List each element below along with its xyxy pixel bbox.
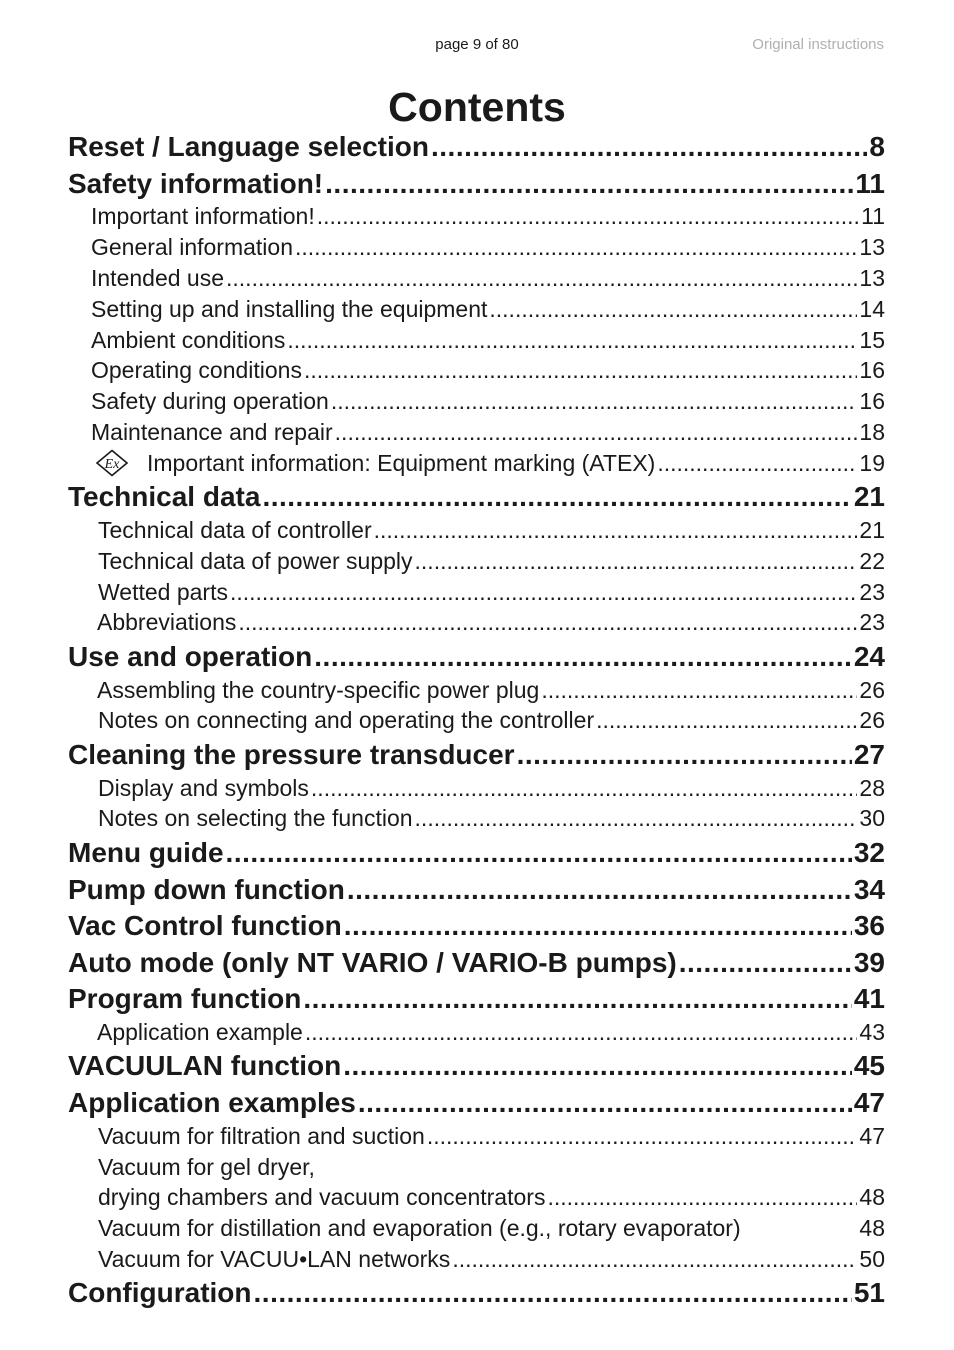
toc-entry-title: drying chambers and vacuum concentrators: [98, 1184, 546, 1210]
toc-entry-auto-mode[interactable]: [68, 945, 885, 981]
toc-entry-page: 45: [853, 1050, 885, 1081]
toc-entry-title: Vacuum for gel dryer,: [98, 1154, 315, 1180]
toc-leader: [343, 1048, 852, 1084]
toc-entry-page: 14: [859, 296, 885, 322]
toc-entry-menu-guide[interactable]: [68, 835, 885, 871]
toc-entry-page: 26: [859, 707, 885, 733]
toc-leader: [344, 908, 852, 944]
toc-leader: [314, 639, 852, 675]
toc-entry-application-example[interactable]: [97, 1017, 885, 1047]
toc-entry-title: Application examples: [68, 1087, 356, 1118]
toc-entry-title: Configuration: [68, 1277, 252, 1308]
toc-entry-technical-data[interactable]: [68, 479, 885, 515]
toc-entry-program-function[interactable]: [68, 981, 885, 1017]
toc-entry-page: 8: [869, 131, 885, 162]
toc-leader: [431, 129, 867, 165]
toc-entry-page: 18: [859, 419, 885, 445]
toc-leader: [415, 803, 858, 833]
toc-entry-vac-control-function[interactable]: [68, 908, 885, 944]
toc-entry-cleaning-pressure-transducer[interactable]: [68, 737, 885, 773]
toc-leader: [358, 1085, 852, 1121]
toc-leader: [262, 479, 851, 515]
toc-entry-title: Reset / Language selection: [68, 131, 429, 162]
toc-entry-title: Abbreviations: [97, 609, 237, 635]
toc-entry-title: Intended use: [91, 265, 225, 291]
toc-entry-maintenance-repair[interactable]: [91, 417, 885, 447]
toc-entry-title: Safety during operation: [91, 388, 329, 414]
toc-entry-pump-down-function[interactable]: [68, 872, 885, 908]
toc-entry-title: Safety information!: [68, 168, 324, 199]
toc-entry-wetted-parts[interactable]: [98, 577, 885, 607]
toc-entry-title: Notes on selecting the function: [98, 805, 413, 831]
toc-entry-page: 13: [859, 234, 885, 260]
toc-entry-title: Technical data of power supply: [98, 548, 413, 574]
toc-leader: [331, 386, 858, 416]
toc-entry-page: 28: [859, 775, 885, 801]
toc-entry-title: Setting up and installing the equipment: [91, 296, 488, 322]
toc-leader: [517, 737, 852, 773]
toc-entry-application-examples[interactable]: [68, 1085, 885, 1121]
toc-entry-title: Vacuum for distillation and evaporation (e.g., rotary evaporator): [98, 1215, 741, 1241]
toc-entry-title: Technical data of controller: [98, 517, 372, 543]
toc-entry-reset-language-selection[interactable]: [68, 129, 885, 165]
toc-entry-title: Operating conditions: [91, 357, 302, 383]
toc-entry-title: Display and symbols: [98, 775, 309, 801]
toc-leader: [415, 546, 858, 576]
page-title: Contents: [388, 84, 566, 130]
toc-leader: [238, 607, 857, 637]
toc-entry-page: 23: [859, 579, 885, 605]
toc-leader: [541, 675, 857, 705]
toc-entry-page: 32: [853, 837, 885, 868]
toc-entry-important-information[interactable]: [91, 201, 885, 231]
toc-entry-vacuum-gel-dryer[interactable]: [98, 1152, 315, 1182]
toc-entry-title: Program function: [68, 983, 302, 1014]
toc-entry-technical-data-controller[interactable]: [98, 515, 885, 545]
toc-entry-abbreviations[interactable]: [97, 607, 885, 637]
toc-entry-title: Cleaning the pressure transducer: [68, 739, 515, 770]
toc-leader: [305, 1017, 858, 1047]
toc-entry-display-and-symbols[interactable]: [98, 773, 885, 803]
toc-entry-ambient-conditions[interactable]: [91, 325, 885, 355]
toc-entry-page: 30: [859, 805, 885, 831]
toc-leader: [325, 166, 853, 202]
toc-entry-title: Pump down function: [68, 874, 345, 905]
toc-entry-intended-use[interactable]: [91, 263, 885, 293]
toc-entry-page: 11: [861, 203, 885, 229]
toc-leader: [657, 448, 857, 478]
toc-entry-title: Important information: Equipment marking (ATEX): [147, 450, 656, 476]
toc-entry-safety-information[interactable]: [68, 166, 885, 202]
toc-entry-operating-conditions[interactable]: [91, 355, 885, 385]
toc-entry-page: 47: [853, 1087, 885, 1118]
toc-leader: [679, 945, 852, 981]
toc-leader: [335, 417, 858, 447]
toc-leader: [295, 232, 857, 262]
toc-entry-title: Notes on connecting and operating the controller: [98, 707, 595, 733]
toc-entry-title: Vacuum for filtration and suction: [98, 1123, 425, 1149]
toc-leader: [304, 355, 857, 385]
toc-entry-page: 43: [859, 1019, 885, 1045]
toc-entry-page: 48: [859, 1215, 885, 1241]
toc-leader: [596, 705, 857, 735]
toc-entry-vacuulan-function[interactable]: [68, 1048, 885, 1084]
toc-leader: [547, 1182, 857, 1212]
toc-leader: [427, 1121, 858, 1151]
toc-entry-assembling-power-plug[interactable]: [97, 675, 885, 705]
toc-entry-equipment-marking-atex[interactable]: [95, 448, 885, 478]
toc-entry-page: 16: [859, 388, 885, 414]
toc-entry-page: 15: [859, 327, 885, 353]
toc-entry-page: 13: [859, 265, 885, 291]
page-header-original-instructions: Original instructions: [752, 36, 884, 53]
toc-entry-page: 48: [859, 1184, 885, 1210]
toc-entry-page: 19: [859, 450, 885, 476]
toc-leader: [287, 325, 857, 355]
toc-entry-title: Important information!: [91, 203, 315, 229]
toc-entry-drying-chambers-concentrators[interactable]: [98, 1182, 885, 1212]
toc-entry-vacuum-filtration-suction[interactable]: [98, 1121, 885, 1151]
toc-entry-use-and-operation[interactable]: [68, 639, 885, 675]
toc-entry-title: Vacuum for VACUU•LAN networks: [98, 1246, 451, 1272]
toc-entry-page: 21: [853, 481, 885, 512]
toc-leader: [311, 773, 857, 803]
toc-entry-title: Wetted parts: [98, 579, 228, 605]
toc-entry-general-information[interactable]: [91, 232, 885, 262]
svg-text:Ex: Ex: [104, 457, 120, 472]
toc-entry-title: Ambient conditions: [91, 327, 286, 353]
toc-leader: [226, 835, 852, 871]
toc-entry-page: 34: [853, 874, 885, 905]
page-header-number: page 9 of 80: [435, 36, 519, 53]
toc-entry-title: Menu guide: [68, 837, 224, 868]
toc-entry-vacuum-vacuulan-networks[interactable]: [98, 1244, 885, 1274]
toc-leader: [226, 263, 857, 293]
toc-entry-page: 24: [853, 641, 885, 672]
toc-entry-vacuum-distillation-evaporation[interactable]: [98, 1213, 885, 1243]
toc-entry-page: 41: [853, 983, 885, 1014]
toc-entry-title: General information: [91, 234, 293, 260]
toc-entry-page: 50: [859, 1246, 885, 1272]
toc-entry-title: Auto mode (only NT VARIO / VARIO-B pumps): [68, 947, 677, 978]
toc-leader: [230, 577, 857, 607]
toc-entry-page: 27: [853, 739, 885, 770]
toc-leader: [489, 294, 857, 324]
toc-entry-page: 51: [853, 1277, 885, 1308]
toc-entry-page: 22: [859, 548, 885, 574]
toc-entry-page: 21: [859, 517, 885, 543]
toc-entry-page: 39: [853, 947, 885, 978]
toc-leader: [317, 201, 859, 231]
toc-leader: [347, 872, 852, 908]
toc-entry-technical-data-power-supply[interactable]: [98, 546, 885, 576]
toc-entry-title: VACUULAN function: [68, 1050, 342, 1081]
toc-entry-title: Maintenance and repair: [91, 419, 333, 445]
toc-entry-notes-connecting-operating[interactable]: [98, 705, 885, 735]
toc-entry-setting-up-installing[interactable]: [91, 294, 885, 324]
toc-entry-page: 36: [853, 910, 885, 941]
atex-ex-icon: [95, 449, 129, 477]
toc-entry-safety-during-operation[interactable]: [91, 386, 885, 416]
toc-leader: [374, 515, 858, 545]
toc-entry-page: 47: [859, 1123, 885, 1149]
toc-entry-title: Use and operation: [68, 641, 313, 672]
toc-entry-title: Vac Control function: [68, 910, 342, 941]
toc-entry-page: 11: [855, 168, 885, 199]
toc-entry-notes-selecting-function[interactable]: [98, 803, 885, 833]
toc-entry-page: 23: [859, 609, 885, 635]
toc-entry-configuration[interactable]: [68, 1275, 885, 1311]
toc-entry-page: 26: [859, 677, 885, 703]
toc-leader: [303, 981, 852, 1017]
toc-entry-title: Application example: [97, 1019, 303, 1045]
toc-leader: [452, 1244, 857, 1274]
toc-leader: [254, 1275, 852, 1311]
toc-entry-page: 16: [859, 357, 885, 383]
toc-entry-title: Technical data: [68, 481, 261, 512]
toc-entry-title: Assembling the country-specific power plug: [97, 677, 540, 703]
